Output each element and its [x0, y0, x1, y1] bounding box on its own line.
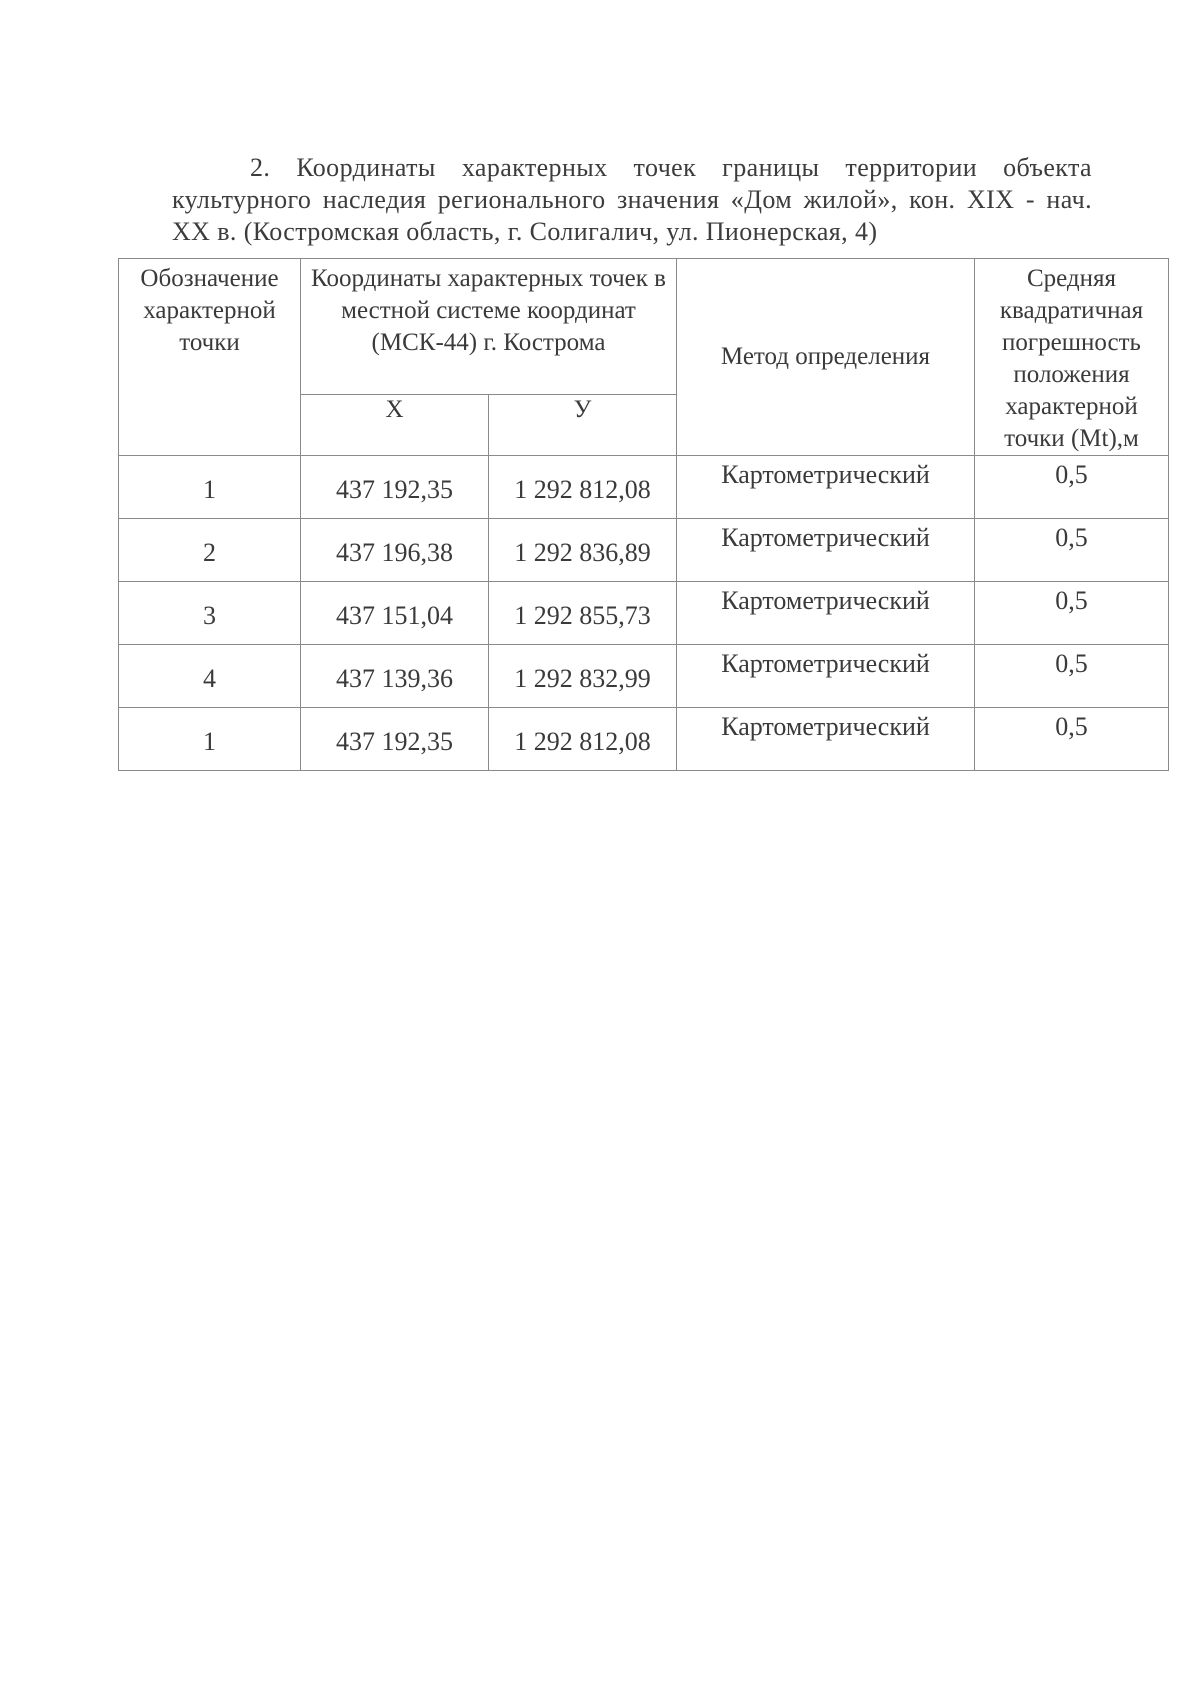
header-mean-square-error: Средняя квадратичная погрешность положения характерной точки (Mt),м — [975, 259, 1169, 456]
cell-y: 1 292 812,08 — [489, 456, 677, 519]
cell-method: Картометрический — [677, 708, 975, 771]
cell-method: Картометрический — [677, 582, 975, 645]
cell-error: 0,5 — [975, 645, 1169, 708]
section-heading-paragraph: 2. Координаты характерных точек границы территории объекта культурного наследия регионального значения «Дом жилой», кон. XIX - нач. XX в. (Костромская область, г. Солигалич, ул. Пионерская, 4) — [172, 153, 1092, 246]
cell-x: 437 192,35 — [301, 708, 489, 771]
cell-y: 1 292 855,73 — [489, 582, 677, 645]
table-row — [119, 582, 1169, 645]
table-row — [119, 456, 1169, 519]
coordinates-table — [118, 258, 1169, 771]
cell-error: 0,5 — [975, 708, 1169, 771]
cell-x: 437 196,38 — [301, 519, 489, 582]
header-coordinates: Координаты характерных точек в местной системе координат (МСК-44) г. Кострома — [301, 259, 677, 395]
cell-error: 0,5 — [975, 456, 1169, 519]
cell-point: 1 — [119, 708, 301, 771]
cell-x: 437 192,35 — [301, 456, 489, 519]
cell-point: 3 — [119, 582, 301, 645]
cell-point: 1 — [119, 456, 301, 519]
cell-x: 437 151,04 — [301, 582, 489, 645]
cell-y: 1 292 832,99 — [489, 645, 677, 708]
cell-method: Картометрический — [677, 519, 975, 582]
cell-y: 1 292 836,89 — [489, 519, 677, 582]
header-y: У — [489, 394, 677, 455]
header-x: X — [301, 394, 489, 455]
cell-method: Картометрический — [677, 456, 975, 519]
cell-x: 437 139,36 — [301, 645, 489, 708]
table-row — [119, 519, 1169, 582]
cell-error: 0,5 — [975, 582, 1169, 645]
header-point-designation: Обозначение характерной точки — [119, 259, 301, 456]
cell-method: Картометрический — [677, 645, 975, 708]
cell-y: 1 292 812,08 — [489, 708, 677, 771]
cell-point: 2 — [119, 519, 301, 582]
table-row — [119, 708, 1169, 771]
header-method: Метод определения — [677, 259, 975, 456]
cell-error: 0,5 — [975, 519, 1169, 582]
cell-point: 4 — [119, 645, 301, 708]
table-row — [119, 645, 1169, 708]
